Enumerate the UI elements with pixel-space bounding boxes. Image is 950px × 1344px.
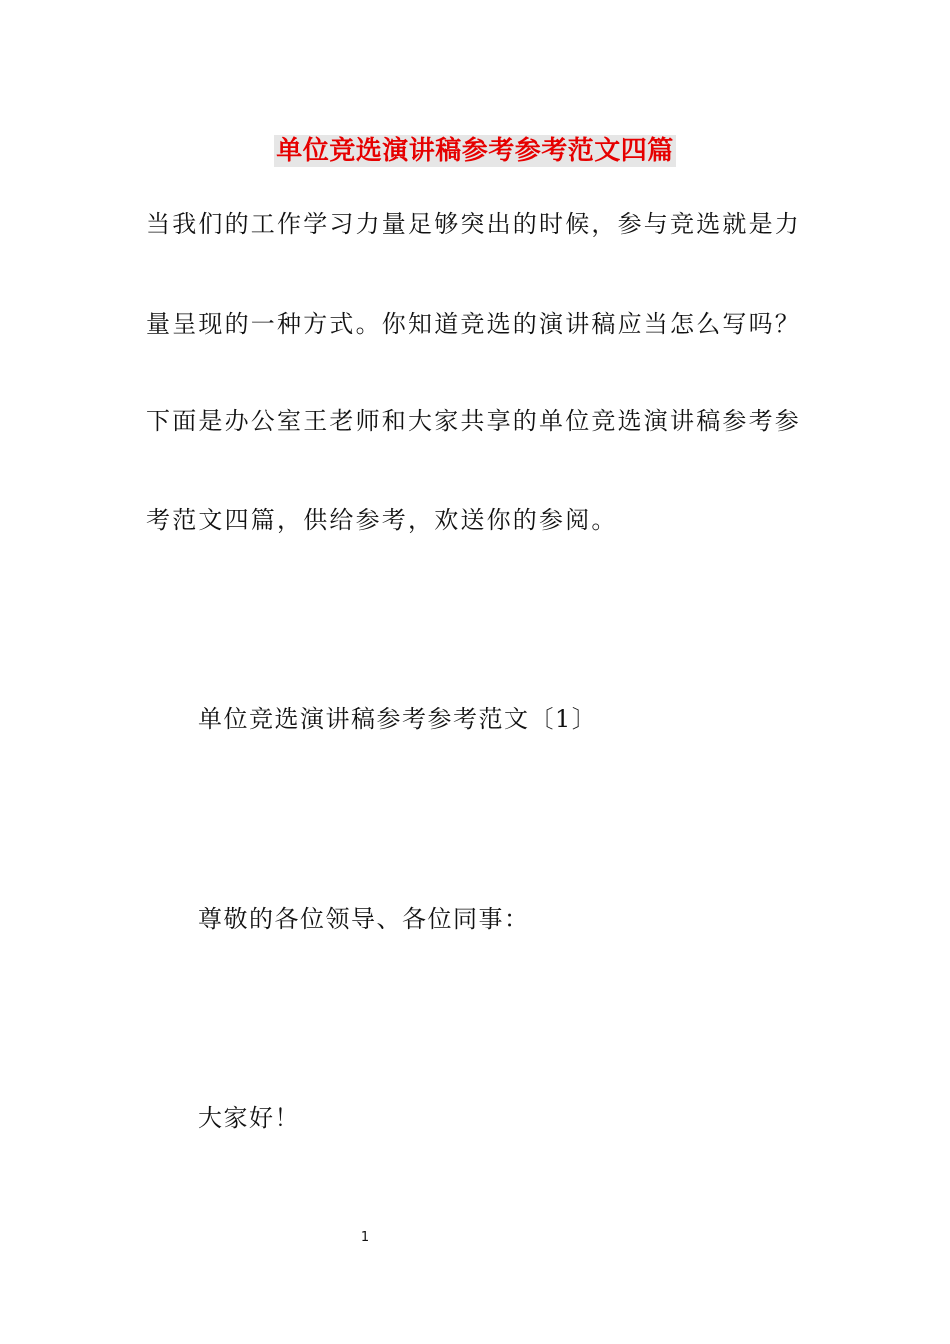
document-title — [0, 131, 950, 171]
intro-line-3: 下面是办公室王老师和大家共享的单位竞选演讲稿参考参 — [146, 407, 801, 435]
greeting: 大家好！ — [198, 1104, 300, 1132]
intro-line-2: 量呈现的一种方式。你知道竞选的演讲稿应当怎么写吗？ — [146, 310, 801, 338]
salutation: 尊敬的各位领导、各位同事： — [198, 905, 530, 933]
document-title-text: 单位竞选演讲稿参考参考范文四篇 — [276, 136, 674, 166]
section-heading: 单位竞选演讲稿参考参考范文〔1〕 — [198, 705, 598, 733]
page-number: 1 — [360, 1230, 370, 1245]
intro-line-1: 当我们的工作学习力量足够突出的时候，参与竞选就是力 — [146, 210, 801, 238]
intro-line-4: 考范文四篇，供给参考，欢送你的参阅。 — [146, 506, 618, 534]
